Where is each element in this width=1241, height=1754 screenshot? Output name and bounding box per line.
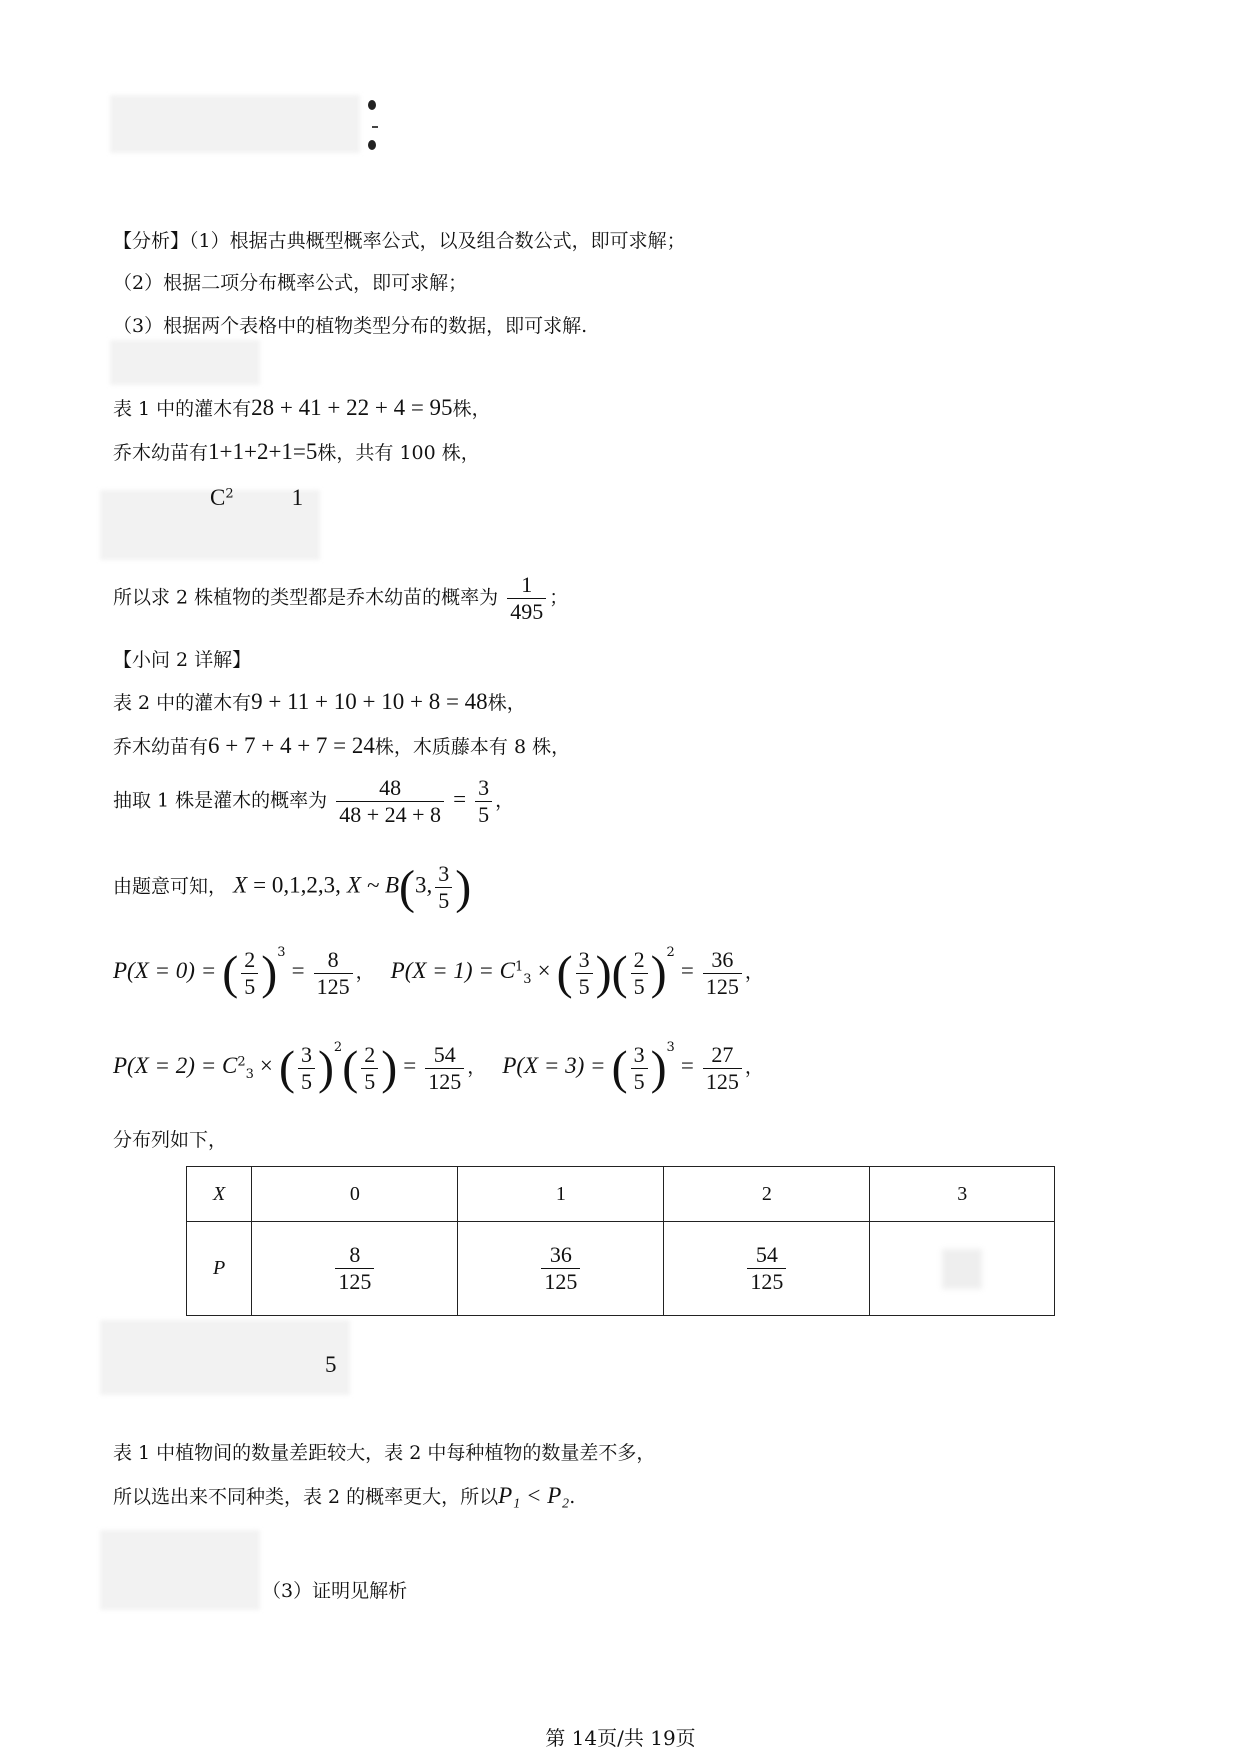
fraction: $\frac{3}{5}$ — [298, 1042, 315, 1095]
fraction: $\frac{3}{5}$ — [631, 1042, 648, 1095]
fraction: $\frac{3}{5}$ — [475, 775, 492, 828]
redacted-region — [110, 95, 360, 153]
fraction: $\frac{1}{495}$ — [507, 572, 546, 625]
fraction: $\frac{2}{5}$ — [631, 947, 648, 1000]
table-cell: 0 — [252, 1167, 458, 1222]
table-cell: 2 — [664, 1167, 870, 1222]
distribution-table — [186, 1166, 1055, 1316]
redacted-region — [100, 1530, 260, 1610]
stray-mark — [368, 140, 376, 150]
analysis-text: （1）根据古典概型概率公式，以及组合数公式，即可求解； — [189, 230, 686, 252]
stray-mark — [372, 126, 378, 128]
table-row — [187, 1222, 1055, 1316]
redacted-region — [110, 340, 260, 385]
fraction: $\frac{27}{125}$ — [703, 1042, 742, 1095]
partial-formula: $C^2$ 1 — [210, 485, 304, 510]
table-cell-redacted — [870, 1222, 1055, 1316]
table-cell: $\frac{54}{125}$ — [664, 1222, 870, 1316]
part2-line-4: 由题意可知， X = 0,1,2,3, X ~ B(3, $\frac{3}{5}$ ) — [113, 861, 472, 914]
prob-line-2: $P(X = 2) = C^2_3$ × ( $\frac{3}{5}$ )$^2$( $\frac{2}{5}$ ) = $\frac{54}{125}$ ， P(X = 3) = ( $\frac{3}{5}$ )$^3$ = $\frac{27}{125}$ ， — [113, 1040, 764, 1095]
part2-heading: 【小问 2 详解】 — [113, 649, 252, 671]
fraction: $\frac{36}{125}$ — [703, 947, 742, 1000]
part3-answer: （3）证明见解析 — [262, 1580, 408, 1602]
table-intro: 分布列如下， — [113, 1129, 228, 1151]
table-row — [187, 1167, 1055, 1222]
stray-number: 5 — [325, 1352, 337, 1377]
math-expr: 9 + 11 + 10 + 10 + 8 = 48 — [251, 689, 488, 714]
analysis-bracket: 【分析】 — [113, 230, 190, 252]
part2-line-2: 乔木幼苗有6 + 7 + 4 + 7 = 24株，木质藤本有 8 株， — [113, 733, 571, 758]
table-header-p: P — [187, 1222, 252, 1316]
table-cell: 1 — [458, 1167, 664, 1222]
part2-line-1: 表 2 中的灌木有9 + 11 + 10 + 10 + 8 = 48株， — [113, 689, 526, 714]
redacted-region — [100, 1320, 350, 1395]
table-cell: $\frac{8}{125}$ — [252, 1222, 458, 1316]
table-cell: 3 — [870, 1167, 1055, 1222]
part2-line-3: 抽取 1 株是灌木的概率为 $\frac{48}{48 + 24 + 8}$ = $\frac{3}{5}$ ， — [113, 775, 515, 827]
analysis-line-2: （2）根据二项分布概率公式，即可求解； — [113, 272, 468, 294]
stray-mark — [368, 100, 376, 110]
part1-result: 所以求 2 株植物的类型都是乔木幼苗的概率为 $\frac{1}{495}$ ； — [113, 572, 569, 624]
fraction: $\frac{3}{5}$ — [576, 947, 593, 1000]
math-expr: 28 + 41 + 22 + 4 = 95 — [251, 395, 453, 420]
prob-line-1: P(X = 0) = ( $\frac{2}{5}$ )$^3$ = $\frac{8}{125}$ ， $P(X = 1) = C^1_3$ × ( $\frac{3}{5}$ )( $\frac{2}{5}$ )$^2$ = $\frac{36}{125}$ ， — [113, 945, 764, 1000]
part1-line-2: 乔木幼苗有1+1+2+1=5株，共有 100 株， — [113, 439, 480, 464]
part3-line-1: 表 1 中植物间的数量差距较大，表 2 中每种植物的数量差不多， — [113, 1442, 656, 1464]
fraction: $\frac{8}{125}$ — [314, 947, 353, 1000]
math-expr: 1+1+2+1=5 — [208, 439, 318, 464]
table-header-x: X — [187, 1167, 252, 1222]
analysis-line-1 — [113, 226, 686, 253]
page-footer: 第 14页/共 19页 — [545, 1726, 696, 1750]
fraction: $\frac{54}{125}$ — [425, 1042, 464, 1095]
part1-line-1: 表 1 中的灌木有28 + 41 + 22 + 4 = 95株， — [113, 395, 491, 420]
fraction: $\frac{2}{5}$ — [361, 1042, 378, 1095]
fraction: $\frac{2}{5}$ — [241, 947, 258, 1000]
part3-line-2: 所以选出来不同种类，表 2 的概率更大，所以P₁ < P₂. — [113, 1483, 576, 1508]
fraction: $\frac{3}{5}$ — [435, 861, 452, 914]
fraction: $\frac{48}{48 + 24 + 8}$ — [336, 775, 444, 828]
table-cell: $\frac{36}{125}$ — [458, 1222, 664, 1316]
math-expr: P₁ < P₂ — [498, 1483, 570, 1508]
analysis-line-3: （3）根据两个表格中的植物类型分布的数据，即可求解. — [113, 315, 588, 337]
math-expr: 6 + 7 + 4 + 7 = 24 — [208, 733, 375, 758]
